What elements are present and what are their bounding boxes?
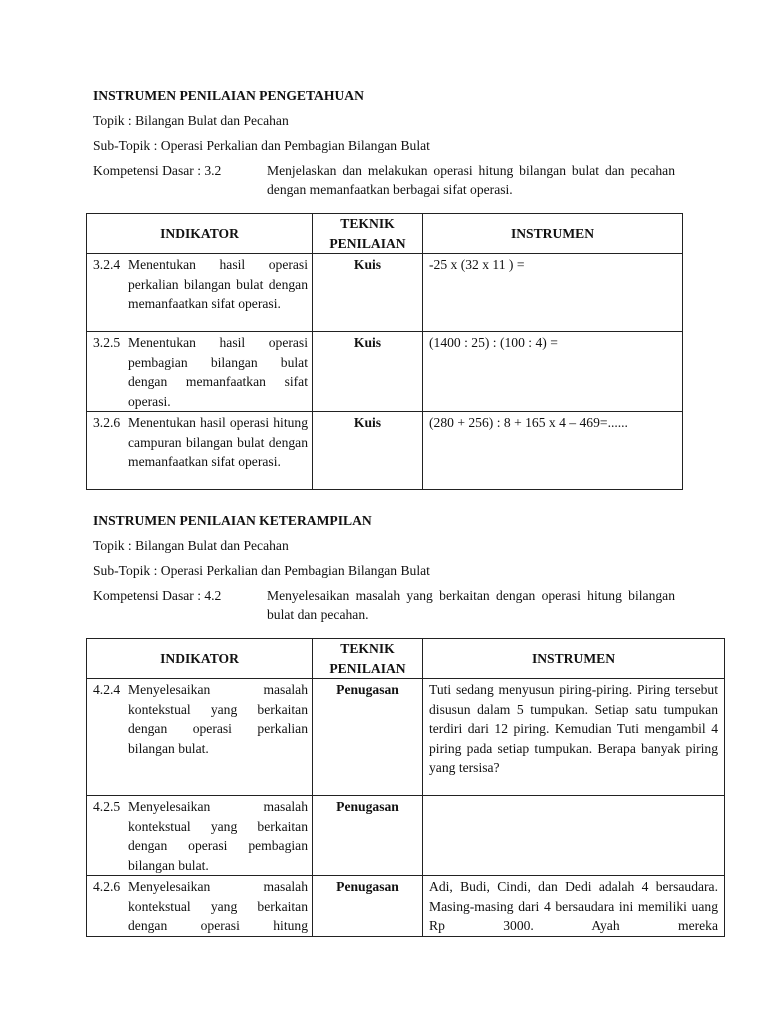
kd-label: Kompetensi Dasar : 4.2 — [93, 588, 222, 603]
indikator-text: Menyelesaikan masalah kontekstual yang berkaitan dengan operasi pembagian bilangan bulat. — [128, 799, 308, 873]
instrumen-cell: (280 + 256) : 8 + 165 x 4 – 469=...... — [423, 412, 683, 490]
indikator-number: 3.2.5 — [93, 335, 121, 350]
teknik-cell: Kuis — [313, 254, 423, 332]
indikator-number: 3.2.4 — [93, 257, 121, 272]
header-instrumen: INSTRUMEN — [423, 214, 683, 254]
instrumen-cell: Tuti sedang menyusun piring-piring. Piring tersebut disusun dalam 5 tumpukan. Setiap satu tumpukan terdiri dari 12 piring. Kemudian Tuti mengambil 4 piring pada setiap tumpukan. Berapa banyak piring yang tersisa? — [423, 679, 725, 796]
section-heading: INSTRUMEN PENILAIAN PENGETAHUAN — [93, 88, 364, 103]
kd-text: Menjelaskan dan melakukan operasi hitung bilangan bulat dan pecahan dengan memanfaatkan berbagai sifat operasi. — [267, 163, 675, 197]
section-heading: INSTRUMEN PENILAIAN KETERAMPILAN — [93, 513, 372, 528]
indikator-text: Menyelesaikan masalah kontekstual yang berkaitan dengan operasi hitung — [128, 879, 308, 933]
indikator-text: Menentukan hasil operasi perkalian bilangan bulat dengan memanfaatkan sifat operasi. — [128, 257, 308, 311]
teknik-cell: Kuis — [313, 412, 423, 490]
topik-line: Topik : Bilangan Bulat dan Pecahan — [93, 113, 289, 128]
instrumen-cell: Adi, Budi, Cindi, dan Dedi adalah 4 bersaudara. Masing-masing dari 4 bersaudara ini memiliki uang Rp 3000. Ayah mereka — [423, 876, 725, 937]
indikator-text: Menyelesaikan masalah kontekstual yang berkaitan dengan operasi perkalian bilangan bulat. — [128, 682, 308, 756]
table-row — [87, 796, 725, 876]
table-row — [87, 254, 683, 332]
instrumen-cell — [423, 796, 725, 876]
teknik-cell: Penugasan — [313, 679, 423, 796]
teknik-cell: Kuis — [313, 332, 423, 412]
indikator-number: 4.2.5 — [93, 799, 121, 814]
kompetensi-dasar — [93, 586, 675, 624]
table-header-row — [87, 214, 683, 254]
indikator-text: Menentukan hasil operasi pembagian bilangan bulat dengan memanfaatkan sifat operasi. — [128, 335, 308, 409]
subtopik-line: Sub-Topik : Operasi Perkalian dan Pembagian Bilangan Bulat — [93, 138, 430, 153]
kd-label: Kompetensi Dasar : 3.2 — [93, 163, 222, 178]
instrumen-cell: (1400 : 25) : (100 : 4) = — [423, 332, 683, 412]
indikator-text: Menentukan hasil operasi hitung campuran bilangan bulat dengan memanfaatkan sifat operasi. — [128, 415, 308, 469]
subtopik-line: Sub-Topik : Operasi Perkalian dan Pembagian Bilangan Bulat — [93, 563, 430, 578]
table-row — [87, 412, 683, 490]
header-indikator: INDIKATOR — [87, 639, 313, 679]
table-header-row — [87, 639, 725, 679]
header-indikator: INDIKATOR — [87, 214, 313, 254]
topik-line: Topik : Bilangan Bulat dan Pecahan — [93, 538, 289, 553]
header-teknik: TEKNIK PENILAIAN — [313, 214, 423, 254]
header-teknik: TEKNIK PENILAIAN — [313, 639, 423, 679]
table-row — [87, 332, 683, 412]
table-keterampilan — [86, 638, 725, 937]
section-keterampilan — [93, 512, 675, 624]
indikator-number: 4.2.6 — [93, 879, 121, 894]
table-pengetahuan — [86, 213, 683, 490]
kd-text: Menyelesaikan masalah yang berkaitan dengan operasi hitung bilangan bulat dan pecahan. — [267, 588, 675, 622]
teknik-cell: Penugasan — [313, 796, 423, 876]
indikator-number: 3.2.6 — [93, 415, 121, 430]
table-row — [87, 679, 725, 796]
indikator-number: 4.2.4 — [93, 682, 121, 697]
instrumen-cell: -25 x (32 x 11 ) = — [423, 254, 683, 332]
header-instrumen: INSTRUMEN — [423, 639, 725, 679]
table-row — [87, 876, 725, 937]
kompetensi-dasar — [93, 161, 675, 199]
teknik-cell: Penugasan — [313, 876, 423, 937]
section-pengetahuan — [93, 87, 675, 199]
